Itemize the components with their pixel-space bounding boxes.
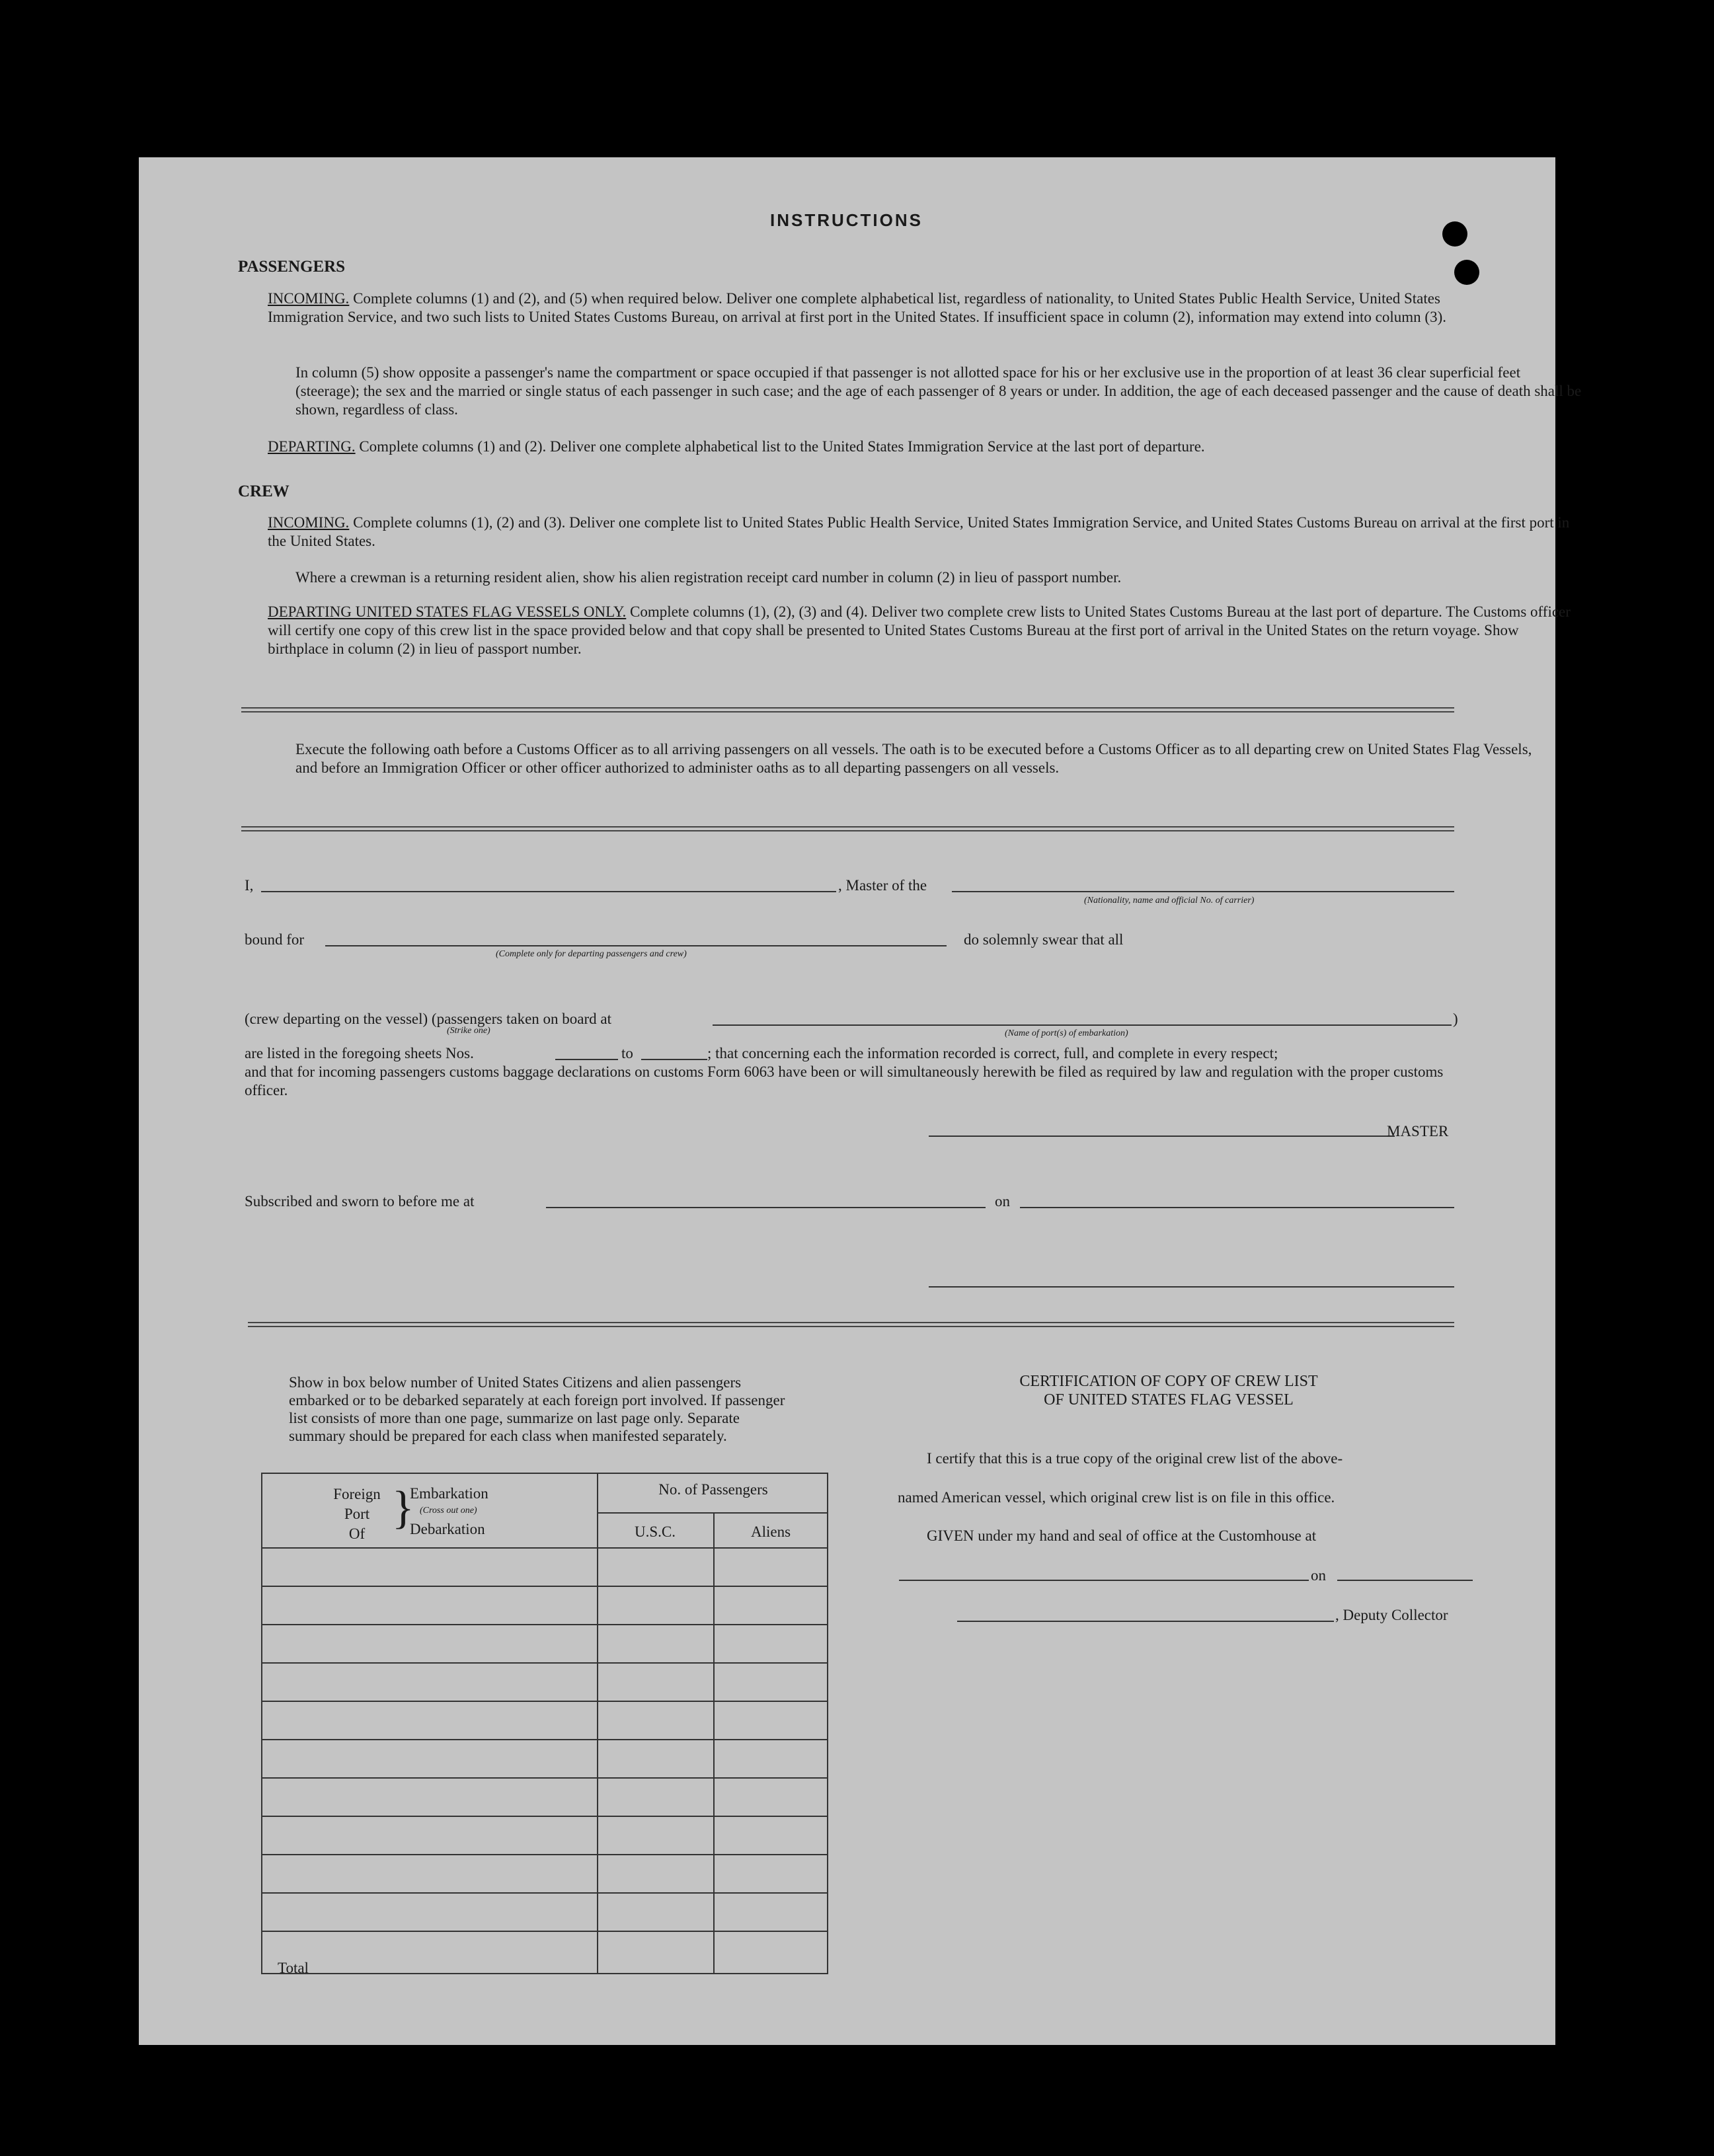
table-subheader-line xyxy=(597,1512,828,1514)
page-title: INSTRUCTIONS xyxy=(770,210,923,230)
sworn-on-label: on xyxy=(995,1193,1010,1210)
listed-sheets-label: are listed in the foregoing sheets Nos. xyxy=(245,1045,474,1061)
sheet-from-field[interactable] xyxy=(555,1059,618,1060)
divider xyxy=(241,826,1454,831)
nationality-note: (Nationality, name and official No. of carrier) xyxy=(1084,896,1255,905)
crew-departing xyxy=(268,603,1583,658)
cert-on-label: on xyxy=(1311,1567,1326,1584)
certify-line-1: I certify that this is a true copy of the original crew list of the above- xyxy=(927,1450,1343,1467)
listed-text-3: and that for incoming passengers customs baggage declarations on customs Form 6063 have been or will simultaneously herewith be filed as required by law and regulation with the proper customs officer. xyxy=(245,1063,1444,1098)
no-of-passengers-header: No. of Passengers xyxy=(658,1481,768,1498)
embarkation-label: Embarkation xyxy=(410,1485,488,1502)
port-note: (Name of port(s) of embarkation) xyxy=(1005,1028,1128,1038)
sworn-place-field[interactable] xyxy=(546,1207,986,1208)
listed-to-label: to xyxy=(621,1045,633,1061)
listed-text-2: ; that concerning each the information recorded is correct, full, and complete in every respect; xyxy=(707,1045,1278,1061)
officer-signature-field[interactable] xyxy=(929,1286,1454,1288)
usc-header: U.S.C. xyxy=(635,1523,676,1540)
crew-passengers-label: (crew departing on the vessel) (passengers taken on board at xyxy=(245,1011,611,1027)
table-row-line xyxy=(261,1701,828,1702)
table-row-line xyxy=(261,1624,828,1625)
close-paren: ) xyxy=(1453,1011,1458,1027)
oath-intro: Execute the following oath before a Customs Officer as to all arriving passengers on all vessels. The oath is to be executed before a Customs Officer as to all departing crew on United States Flag Vessels, and before an Immigration Officer or other officer authorized to administer oaths as to all departing passengers on all vessels. xyxy=(295,741,1532,776)
bound-for-field[interactable] xyxy=(325,945,947,946)
subscribed-label: Subscribed and sworn to before me at xyxy=(245,1193,475,1210)
table-row-line xyxy=(261,1931,828,1932)
master-label: MASTER xyxy=(1387,1123,1449,1139)
table-row-line xyxy=(261,1586,828,1587)
incoming-label: INCOMING. xyxy=(268,290,350,307)
sheet-to-field[interactable] xyxy=(641,1059,707,1060)
swear-label: do solemnly swear that all xyxy=(964,931,1124,948)
master-of-label: , Master of the xyxy=(838,877,927,894)
document-page xyxy=(139,157,1582,2045)
divider xyxy=(248,1322,1454,1327)
carrier-field[interactable] xyxy=(952,891,1454,892)
passengers-departing xyxy=(268,438,1583,456)
of-label: Of xyxy=(348,1525,366,1542)
customhouse-field[interactable] xyxy=(899,1580,1309,1581)
summary-instructions: Show in box below number of United States Citizens and alien passengers embarked or to be debarked separately at each foreign port involved. If passenger list consists of more than one page, summarize on last page only. Separate summary should be prepared for each class when manifested separately. xyxy=(289,1374,785,1444)
complete-note: (Complete only for departing passengers and crew) xyxy=(496,949,687,959)
passengers-incoming xyxy=(268,289,1451,327)
crew-departing-label: DEPARTING UNITED STATES FLAG VESSELS ONLY. xyxy=(268,603,627,620)
port-embarkation-field[interactable] xyxy=(713,1024,1452,1026)
crew-departing-text: Complete columns (1), (2), (3) and (4). Deliver two complete crew lists to United States Customs Bureau at the last port of departure. The Customs officer will certify one copy of this crew list in the space provided below and that copy shall be presented to United States Customs Bureau at the first port of arrival in the United States on the return voyage. Show birthplace in column (2) in lieu of passport number. xyxy=(268,603,1571,657)
table-row-line xyxy=(261,1854,828,1855)
brace-icon: } xyxy=(392,1482,414,1533)
certification-title-2: OF UNITED STATES FLAG VESSEL xyxy=(1044,1391,1294,1408)
departing-label: DEPARTING. xyxy=(268,438,356,455)
passengers-heading: PASSENGERS xyxy=(238,258,346,276)
deputy-signature-field[interactable] xyxy=(957,1621,1334,1622)
aliens-header: Aliens xyxy=(750,1523,791,1540)
foreign-label: Foreign xyxy=(333,1486,381,1502)
total-label: Total xyxy=(278,1960,309,1976)
table-row-line xyxy=(261,1662,828,1664)
deputy-collector-label: , Deputy Collector xyxy=(1335,1607,1448,1623)
crew-incoming xyxy=(268,514,1583,551)
port-label: Port xyxy=(344,1506,370,1522)
certify-line-3: GIVEN under my hand and seal of office at the Customhouse at xyxy=(927,1527,1317,1544)
table-row-line xyxy=(261,1892,828,1894)
table-col-divider xyxy=(713,1512,715,1974)
table-row-line xyxy=(261,1816,828,1817)
table-row-line xyxy=(261,1547,828,1549)
cert-date-field[interactable] xyxy=(1337,1580,1473,1581)
punch-hole xyxy=(1454,260,1479,285)
certification-title-1: CERTIFICATION OF COPY OF CREW LIST xyxy=(1019,1373,1318,1390)
divider xyxy=(241,707,1454,712)
punch-hole xyxy=(1442,221,1467,247)
crew-heading: CREW xyxy=(238,482,290,500)
strike-note: (Strike one) xyxy=(447,1026,490,1036)
certify-line-2: named American vessel, which original crew list is on file in this office. xyxy=(898,1489,1335,1506)
bound-for-label: bound for xyxy=(245,931,305,948)
crew-incoming-label: INCOMING. xyxy=(268,514,350,531)
incoming-text: Complete columns (1) and (2), and (5) when required below. Deliver one complete alphabetical list, regardless of nationality, to United States Public Health Service, United States Immigration Service, and two such lists to United States Customs Bureau, on arrival at first port in the United States. If insufficient space in column (2), information may extend into column (3). xyxy=(268,290,1446,325)
cross-out-note: (Cross out one) xyxy=(420,1506,477,1516)
crew-alien-note: Where a crewman is a returning resident alien, show his alien registration receipt card number in column (2) in lieu of passport number. xyxy=(295,569,1122,586)
crew-incoming-text: Complete columns (1), (2) and (3). Deliver one complete list to United States Public Health Service, United States Immigration Service, and United States Customs Bureau on arrival at the first port in the United States. xyxy=(268,514,1570,549)
sworn-date-field[interactable] xyxy=(1020,1207,1454,1208)
column5-instructions: In column (5) show opposite a passenger's name the compartment or space occupied if that passenger is not allotted space for his or her exclusive use in the proportion of at least 36 clear superficial feet (steerage); the sex and the married or single status of each passenger in such case; and the age of each passenger of 8 years or under. In addition, the age of each deceased passenger and the cause of death shall be shown, regardless of class. xyxy=(295,364,1582,418)
table-row-line xyxy=(261,1777,828,1779)
master-signature-field[interactable] xyxy=(929,1136,1395,1137)
oath-i: I, xyxy=(245,877,254,894)
table-row-line xyxy=(261,1739,828,1740)
debarkation-label: Debarkation xyxy=(410,1521,485,1537)
departing-text: Complete columns (1) and (2). Deliver one complete alphabetical list to the United States Immigration Service at the last port of departure. xyxy=(355,438,1205,455)
master-name-field[interactable] xyxy=(261,891,836,892)
